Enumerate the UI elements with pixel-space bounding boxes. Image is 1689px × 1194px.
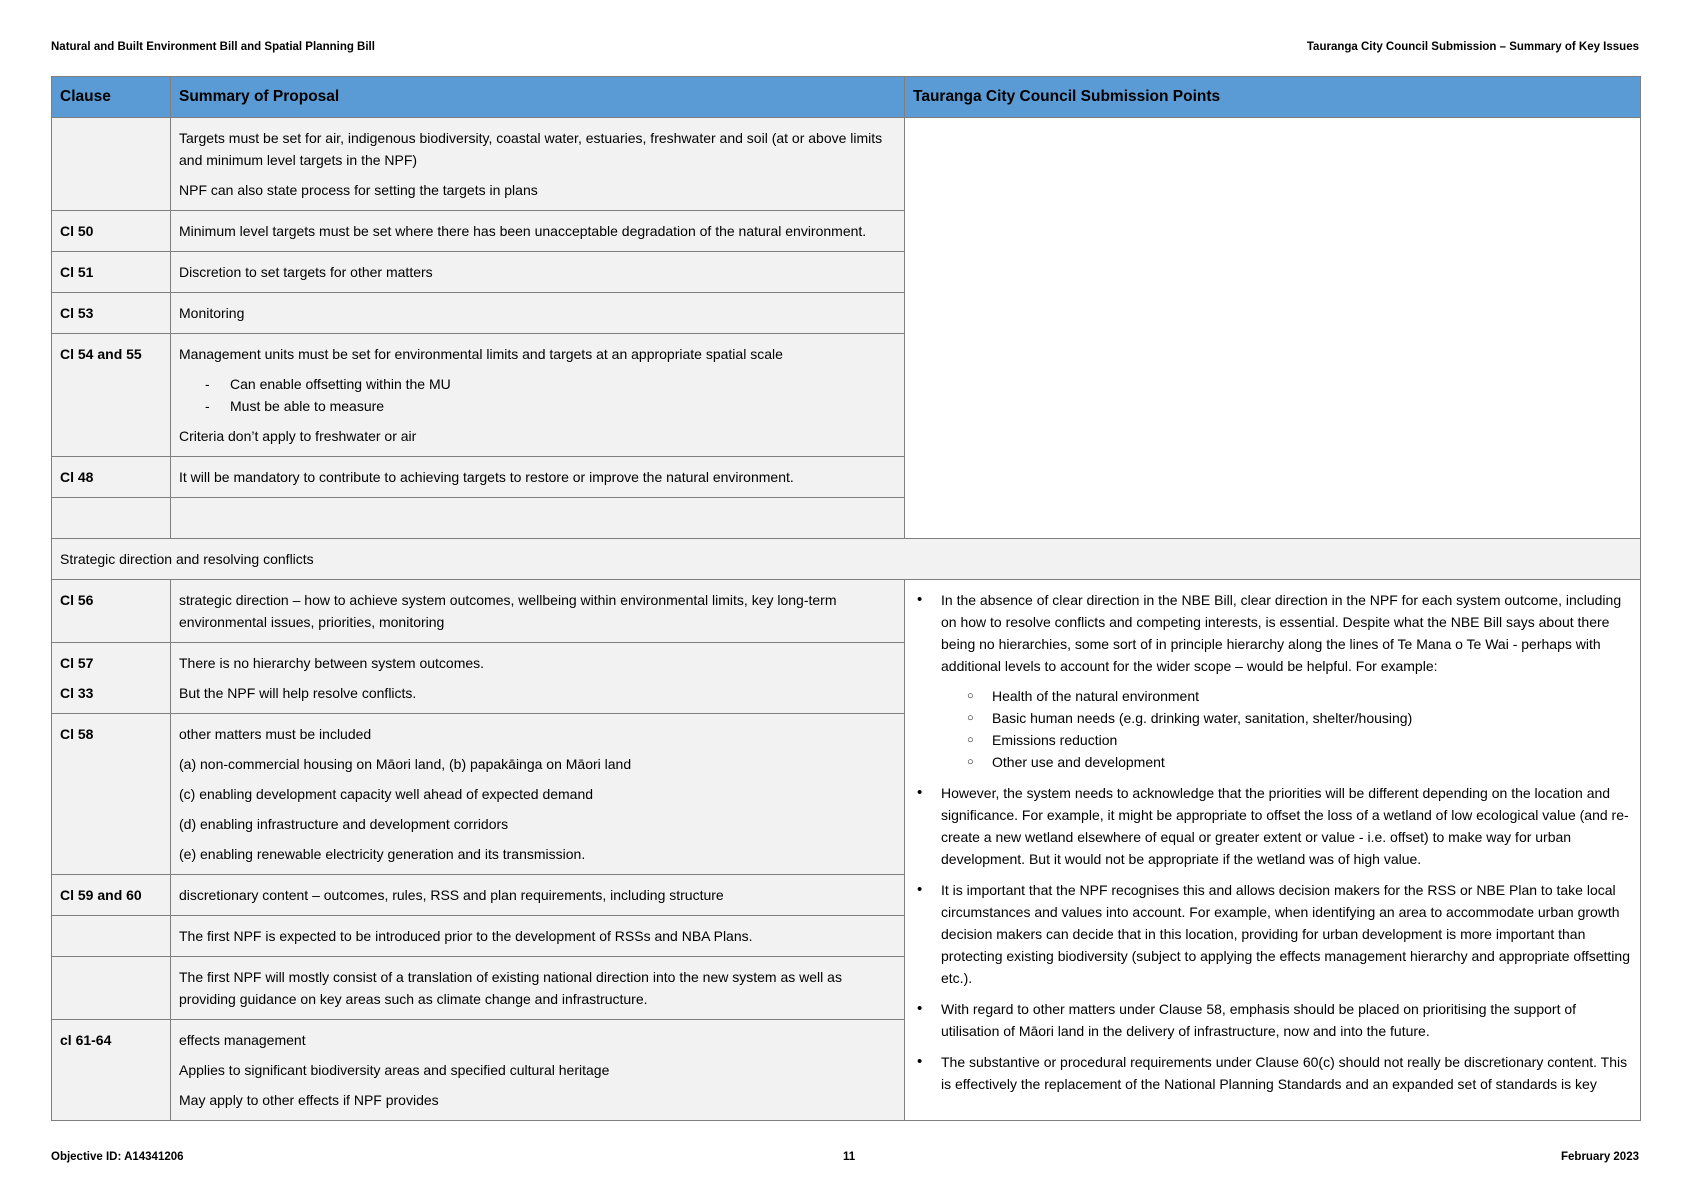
document-title-header: Natural and Built Environment Bill and Spatial Planning Bill (51, 41, 375, 53)
section-heading-row (52, 539, 1641, 580)
summary-text: Criteria don’t apply to freshwater or air (179, 428, 417, 444)
summary-cell: It will be mandatory to contribute to achieving targets to restore or improve the natural environment. (171, 457, 905, 498)
submission-point: • However, the system needs to acknowledge that the priorities will be different depending on the location and significance. For example, it might be appropriate to offset the loss of a wetland of low ecological value (and re-create a new wetland elsewhere of equal or greater extent or value - i.e. offset) to make way for urban development. But it would not be appropriate if the wetland was of high value. (941, 782, 1632, 870)
summary-cell (171, 498, 905, 539)
page-number: 11 (843, 1151, 856, 1163)
summary-text: (e) enabling renewable electricity generation and its transmission. (179, 846, 586, 862)
clause-cell: Cl 51 (52, 252, 171, 293)
submission-title-header: Tauranga City Council Submission – Summary of Key Issues (1306, 41, 1639, 53)
summary-text: But the NPF will help resolve conflicts. (179, 685, 417, 701)
column-header-submission-points: Tauranga City Council Submission Points (905, 77, 1641, 118)
clause-cell: Cl 50 (52, 211, 171, 252)
summary-cell (171, 118, 905, 211)
summary-cell: The first NPF will mostly consist of a translation of existing national direction into the new system as well as providing guidance on key areas such as climate change and infrastructure. (171, 957, 905, 1020)
submission-points-list (913, 589, 1632, 1095)
clause-cell: Cl 59 and 60 (52, 875, 171, 916)
document-date: February 2023 (1561, 1151, 1639, 1163)
summary-text: Management units must be set for environmental limits and targets at an appropriate spatial scale (179, 346, 783, 362)
summary-text: Applies to significant biodiversity areas and specified cultural heritage (179, 1062, 610, 1078)
summary-text: (a) non-commercial housing on Māori land, (b) papakāinga on Māori land (179, 756, 632, 772)
priority-item: ○ Emissions reduction (967, 729, 1632, 751)
summary-cell (171, 643, 905, 714)
clause-cell (52, 498, 171, 539)
summary-text: There is no hierarchy between system outcomes. (179, 655, 485, 671)
objective-id: Objective ID: A14341206 (51, 1151, 184, 1163)
column-header-summary: Summary of Proposal (171, 77, 905, 118)
clause-cell: Cl 53 (52, 293, 171, 334)
clause-text: Cl 57 (60, 655, 94, 671)
summary-text: effects management (179, 1032, 306, 1048)
summary-cell: The first NPF is expected to be introduced prior to the development of RSSs and NBA Plans. (171, 916, 905, 957)
summary-text: May apply to other effects if NPF provides (179, 1092, 439, 1108)
clause-text: Cl 33 (60, 685, 94, 701)
table-row (52, 580, 1641, 643)
priority-item: ○ Health of the natural environment (967, 685, 1632, 707)
summary-table (51, 76, 1641, 1121)
summary-text: other matters must be included (179, 726, 372, 742)
section-heading: Strategic direction and resolving conflicts (52, 539, 1641, 580)
summary-cell: Monitoring (171, 293, 905, 334)
summary-cell (171, 1020, 905, 1121)
clause-cell (52, 643, 171, 714)
column-header-clause: Clause (52, 77, 171, 118)
submission-point: • In the absence of clear direction in the NBE Bill, clear direction in the NPF for each system outcome, including on how to resolve conflicts and competing interests, is essential. Despite what the NBE Bill says about there being no hierarchies, some sort of in principle hierarchy along the lines of Te Mana o Te Wai - perhaps with additional levels to account for the wider scope – would be helpful. For example: ○ Health of the natural environment ○ Basic human needs (e.g. drinking water, sanitation, shelter/housing) ○ Emissions reduction ○ Other use and development (941, 589, 1632, 773)
summary-text: NPF can also state process for setting the targets in plans (179, 182, 538, 198)
table-header-row (52, 77, 1641, 118)
clause-cell (52, 957, 171, 1020)
summary-cell (171, 714, 905, 875)
submission-points-cell (905, 580, 1641, 1121)
submission-point: • It is important that the NPF recognises this and allows decision makers for the RSS or NBE Plan to take local circumstances and values into account. For example, when identifying an area to accommodate urban growth decision makers can decide that in this location, providing for urban development is more important than protecting existing biodiversity (subject to applying the effects management hierarchy and appropriate offsetting etc.). (941, 879, 1632, 989)
table-row (52, 118, 1641, 211)
clause-cell: Cl 54 and 55 (52, 334, 171, 457)
submission-point: • The substantive or procedural requirements under Clause 60(c) should not really be discretionary content. This is effectively the replacement of the National Planning Standards and an expanded set of standards is key (941, 1051, 1632, 1095)
dash-list-item: - Can enable offsetting within the MU (205, 376, 451, 392)
priority-item: ○ Other use and development (967, 751, 1632, 773)
priority-sublist (941, 685, 1632, 773)
summary-cell: strategic direction – how to achieve system outcomes, wellbeing within environmental limits, key long-term environmental issues, priorities, monitoring (171, 580, 905, 643)
summary-text: Targets must be set for air, indigenous biodiversity, coastal water, estuaries, freshwater and soil (at or above limits and minimum level targets in the NPF) (179, 130, 883, 168)
summary-text: (d) enabling infrastructure and development corridors (179, 816, 509, 832)
clause-cell: Cl 58 (52, 714, 171, 875)
summary-cell: discretionary content – outcomes, rules, RSS and plan requirements, including structure (171, 875, 905, 916)
clause-cell: cl 61-64 (52, 1020, 171, 1121)
dash-list (179, 373, 896, 417)
priority-item: ○ Basic human needs (e.g. drinking water, sanitation, shelter/housing) (967, 707, 1632, 729)
clause-cell (52, 118, 171, 211)
summary-text: (c) enabling development capacity well ahead of expected demand (179, 786, 594, 802)
dash-list-item: - Must be able to measure (205, 398, 385, 414)
clause-cell: Cl 48 (52, 457, 171, 498)
summary-cell: Discretion to set targets for other matters (171, 252, 905, 293)
clause-cell (52, 916, 171, 957)
summary-cell: Minimum level targets must be set where there has been unacceptable degradation of the natural environment. (171, 211, 905, 252)
submission-points-empty-cell (905, 118, 1641, 539)
clause-cell: Cl 56 (52, 580, 171, 643)
summary-cell (171, 334, 905, 457)
submission-point: • With regard to other matters under Clause 58, emphasis should be placed on prioritising the support of utilisation of Māori land in the delivery of infrastructure, now and into the future. (941, 998, 1632, 1042)
